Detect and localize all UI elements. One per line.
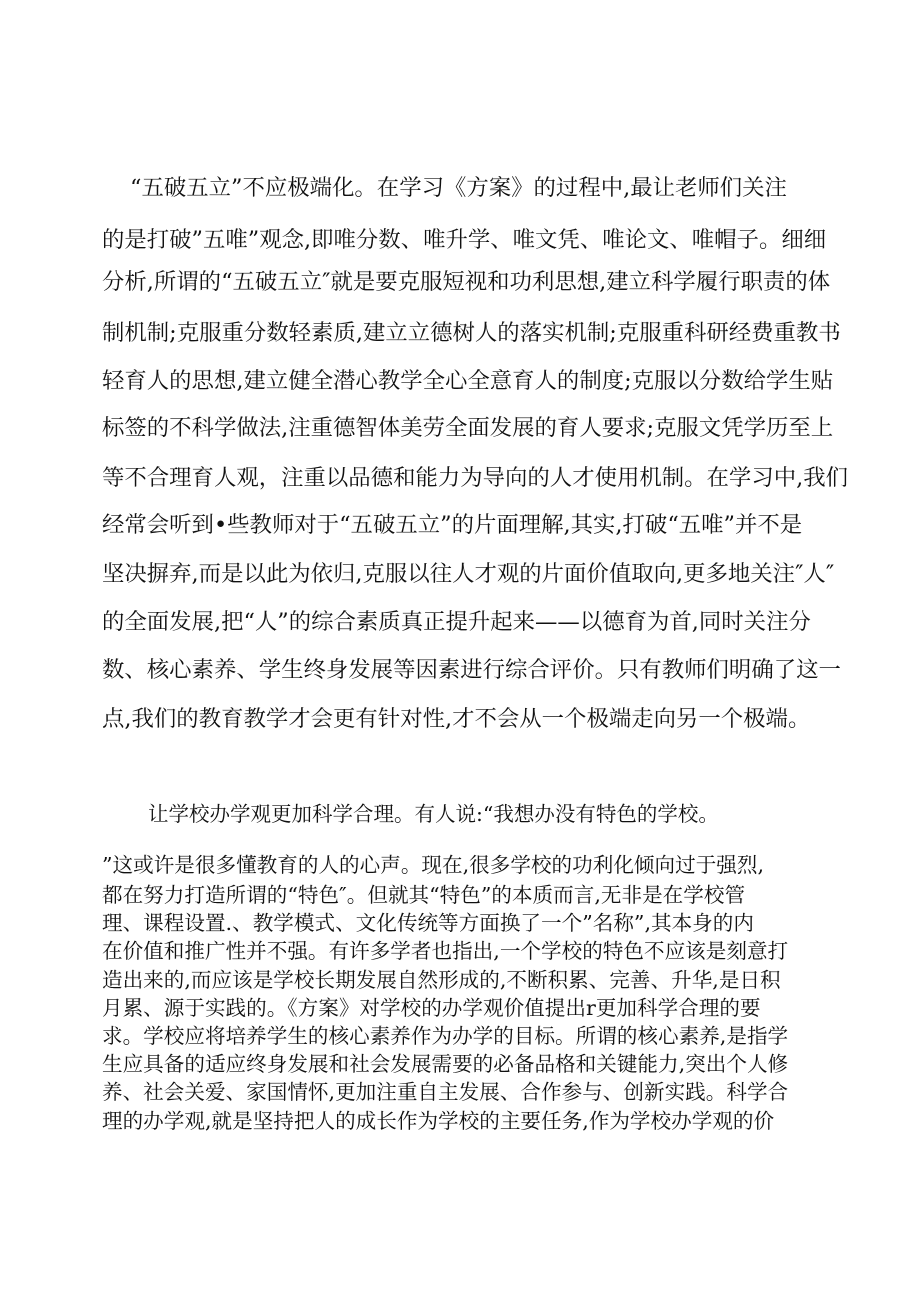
paragraph-1-line: 标签的不科学做法,注重德智体美劳全面发展的育人要求;克服文凭学历至上 [102, 415, 834, 441]
paragraph-2-first-line: 让学校办学观更加科学合理。有人说:“我想办没有特色的学校。 [148, 802, 719, 826]
paragraph-1-line: “五破五立”不应极端化。在学习《方案》的过程中,最让老师们关注 [130, 175, 787, 201]
paragraph-2-line: 都在努力打造所谓的“特色″。但就其“特色”的本质而言,无非是在学校管 [102, 883, 746, 907]
paragraph-1-line: 坚决摒弃,而是以此为依归,克服以往人才观的片面价值取向,更多地关注″人″ [102, 561, 835, 587]
paragraph-2-line: 求。学校应将培养学生的核心素养作为办学的目标。所谓的核心素养,是指学 [102, 1024, 789, 1048]
paragraph-1-line: 经常会听到•些教师对于“五破五立”的片面理解,其实,打破“五唯”并不是 [102, 512, 803, 538]
paragraph-2-line: 月累、源于实践的。《方案》对学校的办学观价值提出r更加科学合理的要 [102, 996, 761, 1020]
paragraph-2-line: ”这或许是很多懂教育的人的心声。现在,很多学校的功利化倾向过于强烈, [102, 853, 765, 877]
paragraph-2-line: 造出来的,而应该是学校长期发展自然形成的,不断积累、完善、升华,是日积 [102, 968, 781, 992]
paragraph-1-line: 点,我们的教育教学才会更有针对性,才不会从一个极端走向另一个极端。 [102, 706, 811, 732]
paragraph-1-line: 数、核心素养、学生终身发展等因素进行综合评价。只有教师们明确了这一 [102, 657, 841, 683]
paragraph-1-line: 分析,所谓的“五破五立″就是要克服短视和功利思想,建立科学履行职责的体 [102, 269, 831, 295]
paragraph-1-line: 的是打破”五唯”观念,即唯分数、唯升学、唯文凭、唯论文、唯帽子。细细 [102, 227, 827, 253]
paragraph-2-line: 在价值和推广性并不强。有许多学者也指出,一个学校的特色不应该是刻意打 [102, 939, 789, 963]
paragraph-1-line: 等不合理育人观，注重以品德和能力为导向的人才使用机制。在学习中,我们 [102, 465, 849, 491]
paragraph-1-line: 制机制;克服重分数轻素质,建立立德树人的落实机制;克服重科研经费重教书 [102, 320, 841, 346]
paragraph-2-line: 理的办学观,就是坚持把人的成长作为学校的主要任务,作为学校办学观的价 [102, 1109, 775, 1133]
paragraph-1-line: 的全面发展,把“人”的综合素质真正提升起来——以德育为首,同时关注分 [102, 609, 811, 635]
paragraph-1-line: 轻育人的思想,建立健全潜心教学全心全意育人的制度;克服以分数给学生贴 [102, 368, 834, 394]
paragraph-2-line: 养、社会关爱、家国情怀,更加注重自主发展、合作参与、创新实践。科学合 [102, 1080, 789, 1104]
paragraph-2-line: 生应具备的适应终身发展和社会发展需要的必备品格和关键能力,突出个人修 [102, 1052, 789, 1076]
paragraph-2-line: 理、课程设置.、教学模式、文化传统等方面换了一个”名称”,其本身的内 [102, 911, 754, 935]
